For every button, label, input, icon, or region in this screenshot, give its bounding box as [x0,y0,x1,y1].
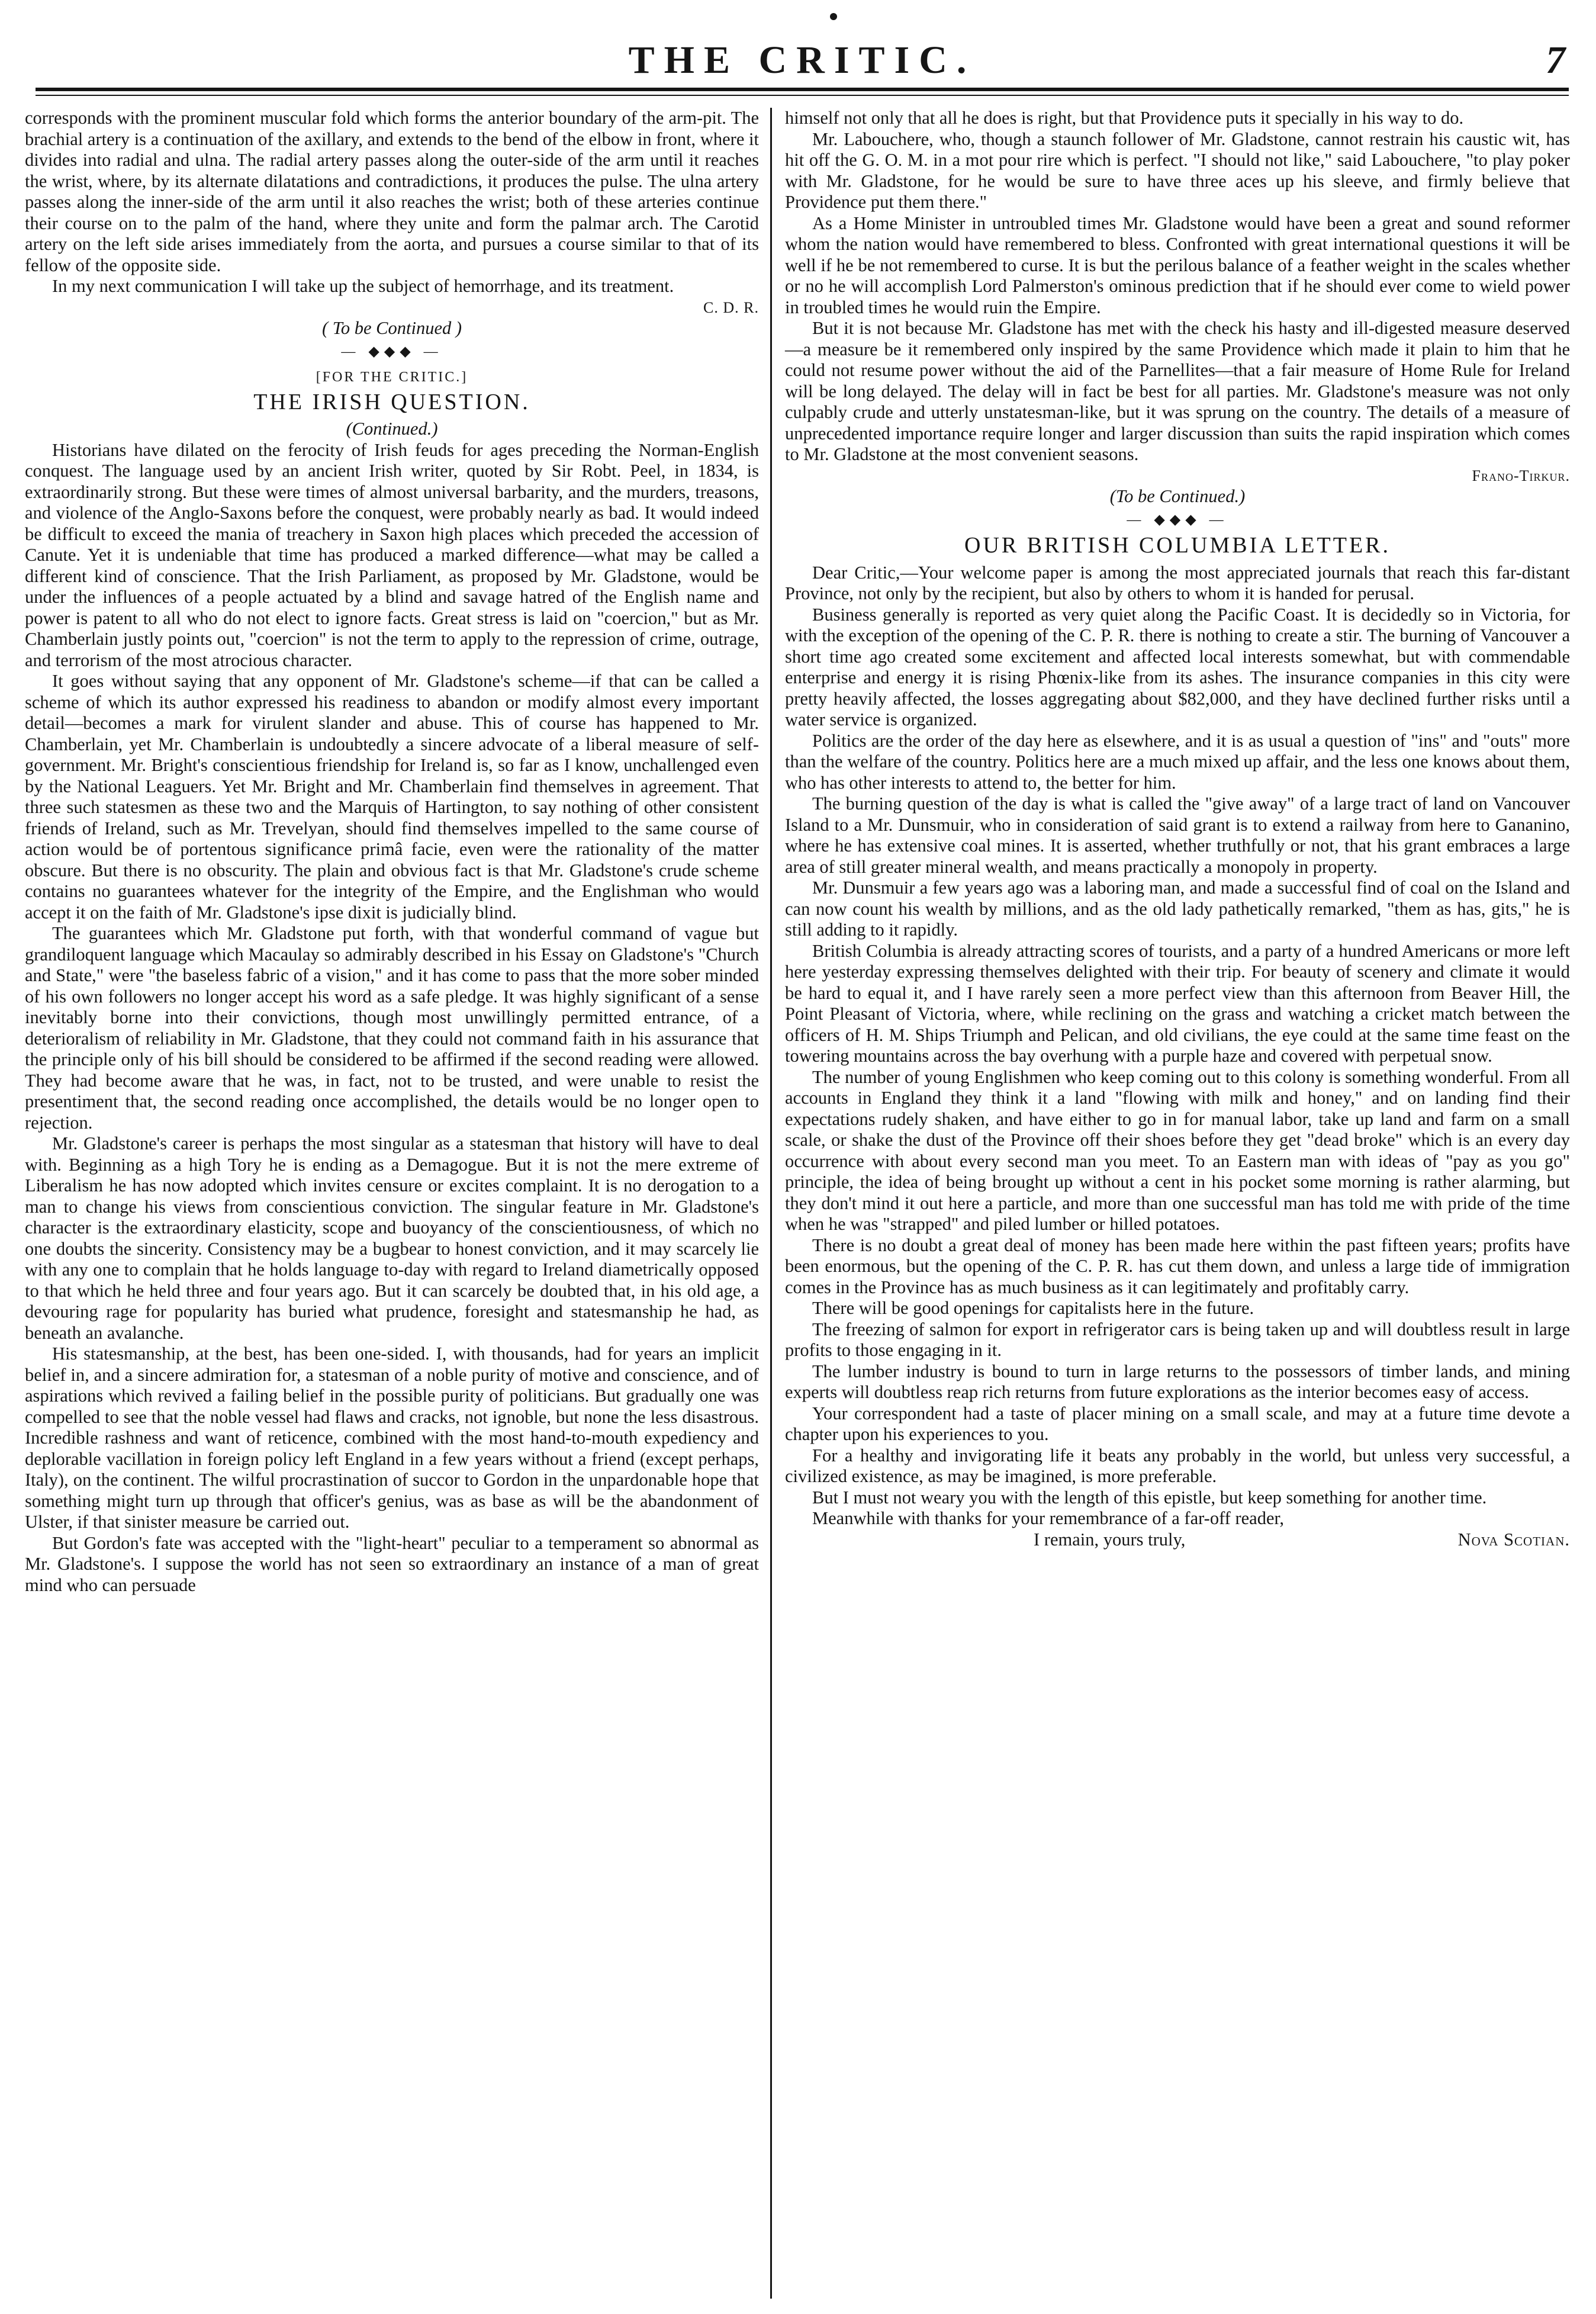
article-paragraph: Politics are the order of the day here as elsewhere, and it is as usual a question of "ins" and "outs" more than the welfare of the country. Politics here are a much mixed up affair, and the less one knows about them, who has other interests to attend to, the better for him. [785,730,1570,793]
continued-note: (Continued.) [346,419,438,439]
to-be-continued-note: (To be Continued.) [1109,486,1246,506]
author-signature: C. D. R. [703,298,759,316]
article-paragraph: His statesmanship, at the best, has been one-sided. I, with thousands, had for years an implicit belief in, and a sincere admiration for, a statesman of a noble purity of motive and conscience, and of aspirations which revived a failing belief in the possible purity of politicians. But gradually one was compelled to see that the noble vessel had flaws and cracks, not ignoble, but none the less disastrous. Incredible rashness and want of reticence, combined with the most hand-to-mouth expediency and deplorable vacillation in foreign policy left England in a few years without a friend (except perhaps, Italy), on the continent. The wilful procrastination of succor to Gordon in the unpardonable hope that something might turn up through that officer's genius, was as base as will be the abandonment of Ulster, if that sinister measure be carried out. [25,1344,759,1532]
article-kicker: [FOR THE CRITIC.] [316,369,468,385]
article-paragraph: The freezing of salmon for export in refrigerator cars is being taken up and will doubtless result in large profits to those engaging in it. [785,1319,1570,1360]
author-signature: Nova Scotian. [1457,1529,1570,1550]
article-paragraph: Your correspondent had a taste of placer mining on a small scale, and may at a future time devote a chapter upon his experiences to you. [785,1403,1570,1444]
article-paragraph: Mr. Dunsmuir a few years ago was a laboring man, and made a successful find of coal on the Island and can now count his wealth by millions, and as the old lady pathetically remarked, "them as has, gits," he is still adding to it rapidly. [785,878,1570,940]
article-paragraph: The lumber industry is bound to turn in large returns to the possessors of timber lands, and mining experts will doubtless reap rich returns from future explorations as the interior becomes easy of access. [785,1361,1570,1402]
header-rule-thin [36,95,1569,96]
article-paragraph: There will be good openings for capitalists here in the future. [812,1298,1254,1318]
article-headline: OUR BRITISH COLUMBIA LETTER. [964,533,1391,558]
column-divider [770,108,772,2299]
article-paragraph: But Gordon's fate was accepted with the "light-heart" peculiar to a temperament so abnormal as Mr. Gladstone's. I suppose the world has not seen so extraordinary an instance of a man of great mind who can persuade [25,1532,759,1595]
header-rule-thick [36,88,1569,91]
left-column [25,108,759,1596]
section-ornament: — ◆◆◆ — [1127,512,1228,528]
article-paragraph: As a Home Minister in untroubled times Mr. Gladstone would have been a great and sound reformer whom the nation would have remembered to bless. Confronted with great international questions it will be well if he be not remembered to curse. It is but the perilous balance of a feather weight in the scales whether or no he will accomplish Lord Palmerston's ominous prediction that if he should ever come to wield power in troubled times he would ruin the Empire. [785,213,1570,317]
article-paragraph: There is no doubt a great deal of money has been made here within the past fifteen years; profits have been enormous, but the opening of the C. P. R. has cut them down, and unless a large tide of immigration comes in the Province has as much business as it can legitimately and profitably carry. [785,1235,1570,1297]
article-paragraph: The guarantees which Mr. Gladstone put forth, with that wonderful command of vague but grandiloquent language which Macaulay so admirably described in his Essay on Gladstone's "Church and State," were "the baseless fabric of a vision," and it has come to pass that the more sober minded of his own followers no longer accept his word as a safe pledge. It was highly significant of a sense inevitably borne into their convictions, though most unwillingly permitted entrance, of a deterioralism of reliability in Mr. Gladstone, that they could not command faith in his assurance that the principle only of his bill should be considered to be affirmed if the second reading were allowed. They had become aware that he was, in fact, not to be trusted, and were unable to resist the presentiment that, the second reading once accomplished, the details would be no longer open to rejection. [25,923,759,1133]
to-be-continued-note: ( To be Continued ) [321,318,462,338]
section-ornament: — ◆◆◆ — [341,343,443,359]
masthead-title: THE CRITIC. [628,38,976,82]
right-column [785,108,1570,1550]
page-number: 7 [1546,38,1565,82]
article-paragraph: himself not only that all he does is right, but that Providence puts it specially in his way to do. [785,108,1464,128]
article-paragraph: Mr. Labouchere, who, though a staunch follower of Mr. Gladstone, cannot restrain his caustic wit, has hit off the G. O. M. in a mot pour rire which is perfect. "I should not like," said Labouchere, "to play poker with Mr. Gladstone, for he would be sure to have three aces up his sleeve, and firmly believe that Providence put them there." [785,128,1570,212]
article-paragraph: Historians have dilated on the ferocity of Irish feuds for ages preceding the Norman-English conquest. The language used by an ancient Irish writer, quoted by Sir Robt. Peel, in 1834, is extraordinarily strong. But these were times of almost universal barbarity, and the murders, treasons, and violence of the Anglo-Saxons before the conquest, were probably nearly as bad. It would indeed be difficult to exceed the mania of treachery in Saxon high places which preceded the accession of Canute. Yet it is undeniable that time has produced a marked difference—what may be called a different kind of conscience. That the Irish Parliament, as proposed by Mr. Gladstone, would be under the influences of a people actuated by a blind and savage hatred of the English name and power is patent to all who do not elect to ignore facts. Great stress is laid on "coercion," but as Mr. Chamberlain justly points out, "coercion" is not the term to apply to the repression of crime, outrage, and terrorism of the most atrocious character. [25,439,759,670]
article-paragraph: Business generally is reported as very quiet along the Pacific Coast. It is decidedly so in Victoria, for with the exception of the opening of the C. P. R. there is nothing to create a stir. The burning of Vancouver a short time ago created some excitement and affected local interests somewhat, but with commendable enterprise and energy it is rising Phœnix-like from its ashes. The insurance companies in this city were pretty heavily affected, the losses aggregating about $82,000, and they have declined further risks until a water service is organized. [785,604,1570,729]
article-paragraph: It goes without saying that any opponent of Mr. Gladstone's scheme—if that can be called a scheme of which its author expressed his readiness to abandon or modify almost every important detail—becomes a mark for virulent slander and abuse. This of course has happened to Mr. Chamberlain, yet Mr. Chamberlain is undoubtedly a sincere advocate of a liberal measure of self-government. Mr. Bright's conscientious friendship for Ireland is, so far as I know, unchallenged even by the National Leaguers. Yet Mr. Bright and Mr. Chamberlain find themselves in agreement. That three such statesmen as these two and the Marquis of Hartington, to say nothing of other consistent friends of Ireland, such as Mr. Trevelyan, should find themselves impelled to the same course of action would be of portentous significance primâ facie, even were the rationality of the matter obscure. But there is no obscurity. The plain and obvious fact is that Mr. Gladstone's crude scheme contains no guarantees whatever for the integrity of the Empire, and the Englishman who would accept it on the faith of Mr. Gladstone's ipse dixit is judicially blind. [25,671,759,923]
ink-dot [830,13,837,20]
article-paragraph: Dear Critic,—Your welcome paper is among the most appreciated journals that reach this far-distant Province, not only by the recipient, but also by others to whom it is handed for perusal. [785,562,1570,603]
article-paragraph: Meanwhile with thanks for your remembrance of a far-off reader, [812,1508,1285,1528]
article-paragraph: The number of young Englishmen who keep coming out to this colony is something wonderful. From all accounts in England they think it a land "flowing with milk and honey," and on landing find their expectations rudely shaken, and have either to go in for manual labor, take up land and farm on a small scale, or shake the dust of the Province off their shoes before they get "dead broke" which is an every day occurrence with about every second man you meet. To an Eastern man with ideas of "pay as you go" principle, the idea of being brought up without a cent in his pocket some morning is rather alarming, but they don't mind it out here a particle, and more than one successful man has told me with pride of the time when he was "strapped" and piled lumber or hilled potatoes. [785,1066,1570,1234]
article-paragraph: The burning question of the day is what is called the "give away" of a large tract of land on Vancouver Island to a Mr. Dunsmuir, who in consideration of said grant is to extend a railway from here to Gananino, where he has extensive coal mines. It is asserted, whether truthfully or not, that his grant embraces a large area of still greater mineral wealth, and means practically a monopoly in property. [785,793,1570,877]
masthead-area [36,7,1569,96]
author-signature: Frano-Tirkur. [1472,467,1570,484]
article-paragraph: British Columbia is already attracting scores of tourists, and a party of a hundred Americans or more left here yesterday expressing themselves delighted with their trip. For beauty of scenery and climate it would be hard to equal it, and I have rarely seen a more perfect view than this afternoon from Beaver Hill, the Point Pleasant of Victoria, where, while reclining on the grass and watching a cricket match between the officers of H. M. Ships Triumph and Pelican, and old civilians, the eye could at the same time feast on the towering mountains across the bay overhung with a purple haze and covered with perpetual snow. [785,940,1570,1066]
closing-line [785,1529,1570,1551]
closing-salutation: I remain, yours truly, [1034,1529,1186,1550]
article-paragraph: For a healthy and invigorating life it beats any probably in the world, but unless very successful, a civilized existence, as may be imagined, is more preferable. [785,1445,1570,1486]
article-paragraph: corresponds with the prominent muscular fold which forms the anterior boundary of the arm-pit. The brachial artery is a continuation of the axillary, and extends to the bend of the elbow in front, where it divides into radial and ulna. The radial artery passes along the outer-side of the arm until it reaches the wrist, where, by its alternate dilatations and contradictions, it produces the pulse. The ulna artery passes along the inner-side of the arm until it also reaches the wrist; both of these arteries continue their course on to the palm of the hand, where they unite and form the palmar arch. The Carotid artery on the left side arises immediately from the aorta, and pursues a course similar to that of its fellow of the opposite side. [25,108,759,275]
article-paragraph: In my next communication I will take up the subject of hemorrhage, and its treatment. [52,276,674,296]
article-headline: THE IRISH QUESTION. [253,389,530,414]
article-paragraph: Mr. Gladstone's career is perhaps the most singular as a statesman that history will have to deal with. Beginning as a high Tory he is ending as a Demagogue. But it is not the mere extreme of Liberalism he has now adopted which invites censure or excites complaint. It is no derogation to a man to change his views from conscientious conviction. The singular feature in Mr. Gladstone's character is the extraordinary elasticity, scope and buoyancy of the conscientiousness, of which no one doubts the sincerity. Consistency may be a bugbear to honest conviction, and it may scarcely lie with any one to complain that he holds language to-day with regard to Ireland diametrically opposed to that which he held three and four years ago. But it can scarcely be doubted that, in his old age, a devouring rage for popularity has buried what prudence, foresight and statesmanship he had, as beneath an avalanche. [25,1133,759,1343]
article-paragraph: But it is not because Mr. Gladstone has met with the check his hasty and ill-digested measure deserved—a measure be it remembered only inspired by the same Providence which made it plain to him that he could not resume power without the aid of the Parnellites—that a fair measure of Home Rule for Ireland will be long delayed. The delay will in fact be best for all parties. Mr. Gladstone's measure was not only culpably crude and utterly unstatesman-like, but it was sprung on the country. The details of a measure of unprecedented importance require longer and larger discussion than suits the rapid inspiration which comes to Mr. Gladstone at the most convenient seasons. [785,318,1570,464]
signed-paragraph [25,276,759,297]
article-paragraph: But I must not weary you with the length of this epistle, but keep something for another time. [812,1487,1487,1508]
